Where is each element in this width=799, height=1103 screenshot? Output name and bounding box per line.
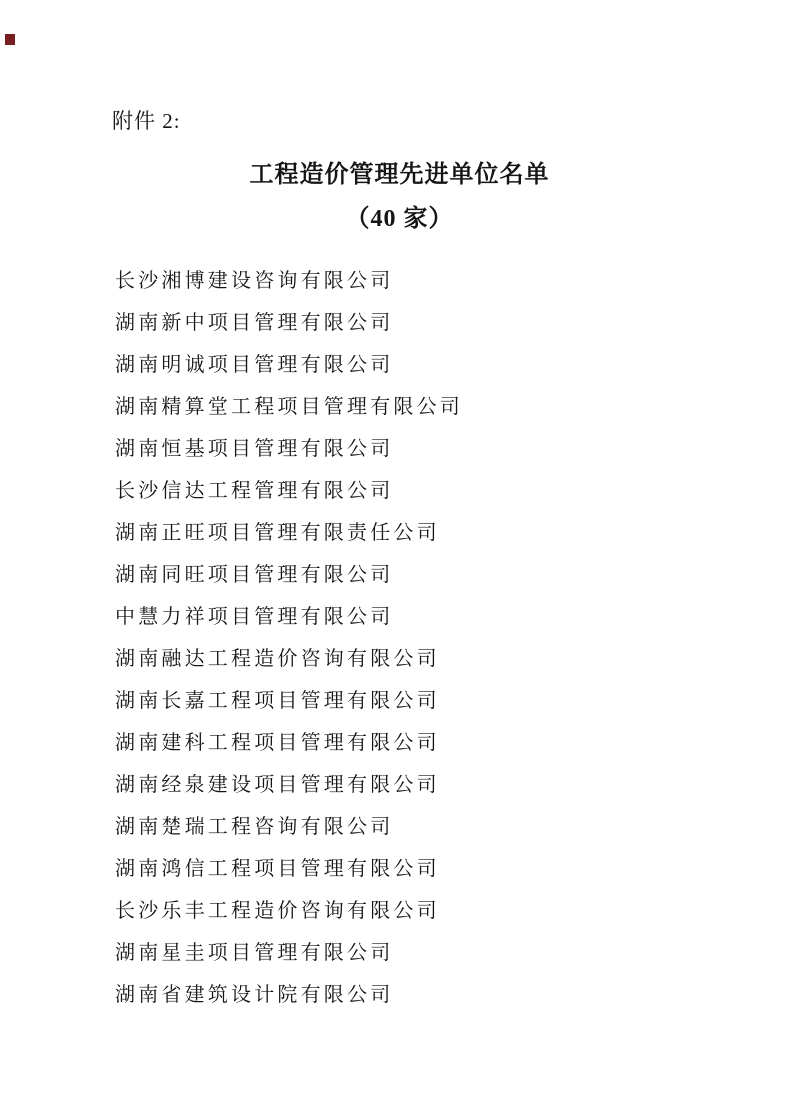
company-list-item: 长沙湘博建设咨询有限公司: [115, 270, 394, 292]
company-list-item: 湖南楚瑞工程咨询有限公司: [115, 816, 394, 838]
company-list-item: 长沙乐丰工程造价咨询有限公司: [115, 900, 440, 922]
company-list-item: 湖南融达工程造价咨询有限公司: [115, 648, 440, 670]
company-list-item: 湖南精算堂工程项目管理有限公司: [115, 396, 463, 418]
company-list-item: 湖南正旺项目管理有限责任公司: [115, 522, 440, 544]
company-list-item: 湖南恒基项目管理有限公司: [115, 438, 394, 460]
company-list-item: 湖南经泉建设项目管理有限公司: [115, 774, 440, 796]
company-list-item: 湖南星圭项目管理有限公司: [115, 942, 394, 964]
company-list-item: 湖南新中项目管理有限公司: [115, 312, 394, 334]
company-list-item: 湖南省建筑设计院有限公司: [115, 984, 394, 1006]
company-list-item: 湖南长嘉工程项目管理有限公司: [115, 690, 440, 712]
scan-artifact-mark: [5, 34, 15, 45]
document-title: 工程造价管理先进单位名单: [249, 162, 550, 188]
company-list: [115, 260, 739, 1016]
attachment-label: 附件 2:: [112, 109, 181, 133]
company-list-item: 湖南同旺项目管理有限公司: [115, 564, 394, 586]
company-list-item: 湖南鸿信工程项目管理有限公司: [115, 858, 440, 880]
company-count-line: （40 家）: [345, 206, 454, 232]
company-list-item: 湖南明诚项目管理有限公司: [115, 354, 394, 376]
company-list-item: 长沙信达工程管理有限公司: [115, 480, 394, 502]
company-list-item: 中慧力祥项目管理有限公司: [115, 606, 394, 628]
company-list-item: 湖南建科工程项目管理有限公司: [115, 732, 440, 754]
